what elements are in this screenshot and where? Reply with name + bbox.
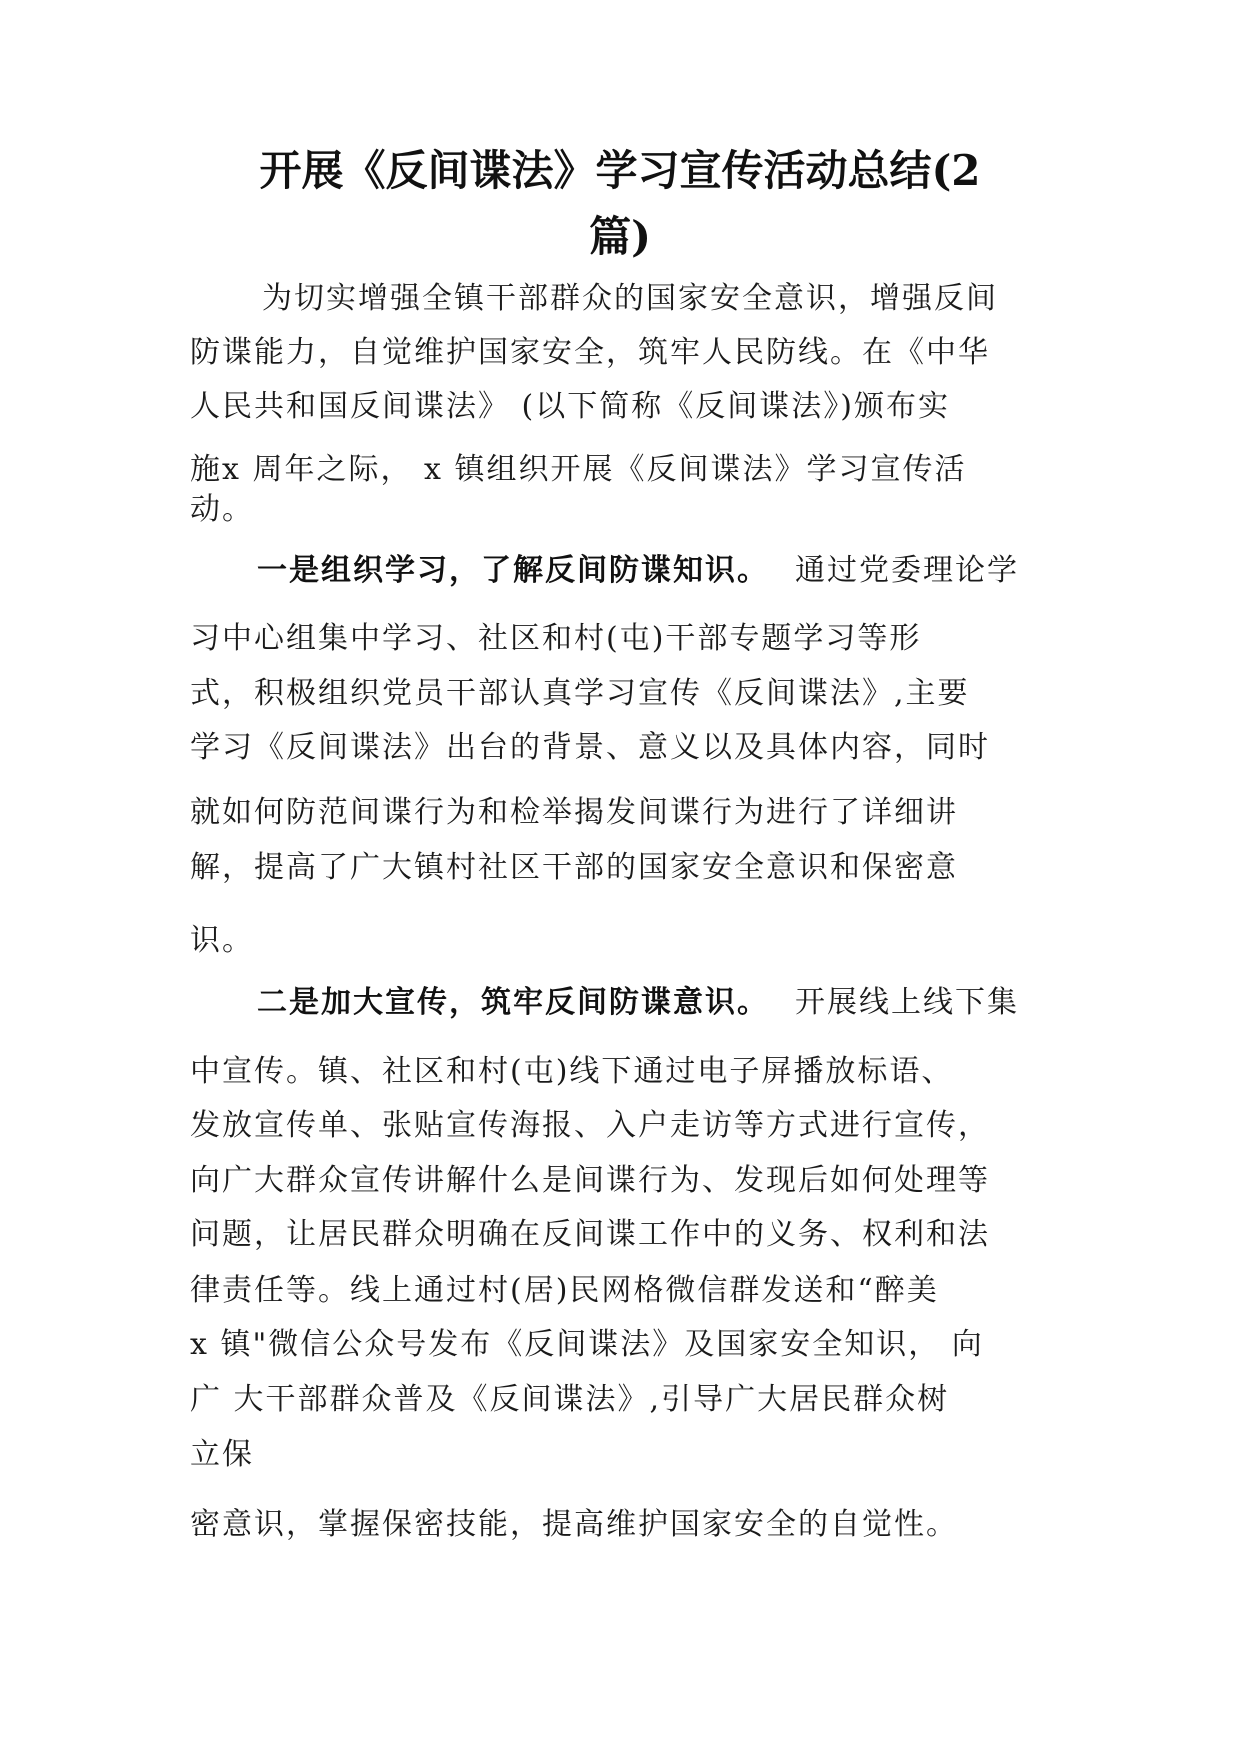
paragraph-3-line-1: 开展线上线下集: [795, 985, 1019, 1020]
paragraph-1-line-3: 人民共和国反间谍法》 (以下简称《反间谍法》)颁布实: [190, 389, 950, 424]
paragraph-2-heading: 一是组织学习，了解反间防谍知识。: [257, 553, 769, 588]
paragraph-3-line-8: 广 大干部群众普及《反间谍法》,引导广大居民群众树: [190, 1382, 950, 1417]
paragraph-3-line-4: 向广大群众宣传讲解什么是间谍行为、发现后如何处理等: [190, 1163, 990, 1198]
paragraph-3-heading: 二是加大宣传，筑牢反间防谍意识。: [257, 985, 769, 1020]
paragraph-3-line-9: 立保: [190, 1437, 254, 1472]
paragraph-3-line-10: 密意识，掌握保密技能，提高维护国家安全的自觉性。: [190, 1507, 958, 1542]
paragraph-2-line-5: 就如何防范间谍行为和检举揭发间谍行为进行了详细讲: [190, 795, 958, 830]
paragraph-1-line-5: 动。: [190, 492, 254, 527]
paragraph-1-line-1: 为切实增强全镇干部群众的国家安全意识，增强反间: [262, 281, 998, 316]
document-title-line-1: 开展《反间谍法》学习宣传活动总结(2: [259, 146, 981, 195]
paragraph-3-line-3: 发放宣传单、张贴宣传海报、入户走访等方式进行宣传，: [190, 1108, 990, 1143]
paragraph-3-line-7: x 镇"微信公众号发布《反间谍法》及国家安全知识， 向: [190, 1327, 984, 1362]
paragraph-2-line-7: 识。: [190, 923, 254, 958]
paragraph-2-line-4: 学习《反间谍法》出台的背景、意义以及具体内容，同时: [190, 730, 990, 765]
paragraph-1-line-2: 防谍能力，自觉维护国家安全，筑牢人民防线。在《中华: [190, 335, 990, 370]
paragraph-2-line-3: 式，积极组织党员干部认真学习宣传《反间谍法》,主要: [190, 676, 970, 711]
paragraph-2-line-2: 习中心组集中学习、社区和村(屯)干部专题学习等形: [190, 621, 922, 656]
paragraph-2-line-1: 通过党委理论学: [795, 553, 1019, 588]
paragraph-3-line-6: 律责任等。线上通过村(居)民网格微信群发送和“醉美: [190, 1273, 939, 1308]
paragraph-2-line-6: 解，提高了广大镇村社区干部的国家安全意识和保密意: [190, 850, 958, 885]
paragraph-3-line-2: 中宣传。镇、社区和村(屯)线下通过电子屏播放标语、: [190, 1054, 954, 1089]
paragraph-1-line-4: 施x 周年之际， x 镇组织开展《反间谍法》学习宣传活: [190, 452, 967, 487]
paragraph-3-line-5: 问题，让居民群众明确在反间谍工作中的义务、权利和法: [190, 1217, 990, 1252]
document-title-line-2: 篇): [589, 212, 651, 261]
